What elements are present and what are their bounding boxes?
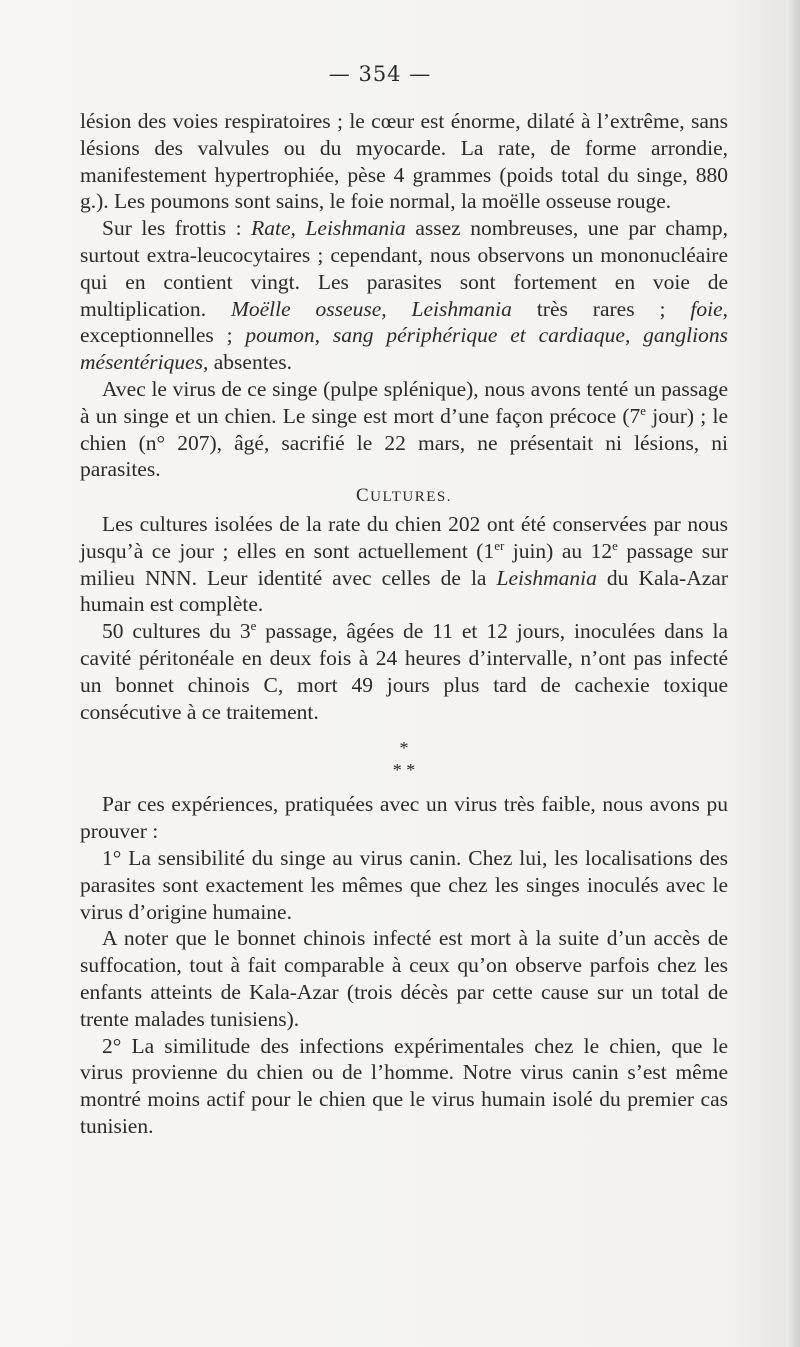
- text-run: exceptionnelles ;: [80, 323, 246, 348]
- paragraph-conclusions-intro: Par ces expériences, pratiquées avec un virus très faible, nous avons pu prouver :: [80, 792, 728, 844]
- superscript: e: [612, 538, 618, 553]
- text-run: passage sur milieu NNN. Leur identité avec celles de la: [80, 538, 728, 590]
- paragraph-passage: [80, 376, 728, 483]
- superscript: er: [494, 538, 505, 553]
- italic-run: foie,: [690, 296, 729, 321]
- superscript: e: [640, 403, 647, 418]
- superscript: e: [250, 618, 257, 633]
- paragraph-cultures: [80, 511, 728, 618]
- heading-smallcaps: ULTURES.: [370, 489, 453, 506]
- text-run: passage, âgées de 11 et 12 jours, inoculées dans la cavité péritonéale en deux fois à 24 heures d’intervalle, n’ont pas infecté un bonnet chinois C, mort 49 jours plus tard de cachexie toxique consécutive à ce traitement.: [80, 619, 728, 724]
- paragraph-note: A noter que le bonnet chinois infecté est mort à la suite d’un accès de suffocation, tout à fait comparable à ceux qu’on observe parfois chez les enfants atteints de Kala-Azar (trois décès par cette cause sur un total de trente malades tunisiens).: [80, 926, 728, 1031]
- text-run: 50 cultures du 3: [102, 619, 251, 644]
- paragraph-conclusion-1: 1° La sensibilité du singe au virus canin. Chez lui, les localisations des parasites sont exactement les mêmes que chez les singes inoculés avec le virus d’origine humaine.: [80, 845, 728, 924]
- asterisk-bottom: * *: [392, 760, 416, 781]
- asterisk-top: *: [399, 738, 409, 759]
- italic-run: Rate, Leishmania: [251, 216, 406, 241]
- text-run: jour) ; le chien (n° 207), âgé, sacrifié le 22 mars, ne présentait ni lésions, ni parasites.: [80, 403, 728, 482]
- italic-run: Moëlle osseuse, Leishmania: [230, 296, 512, 321]
- text-run: absentes.: [208, 350, 292, 375]
- italic-run: poumon, sang périphérique et cardiaque, ganglions mésentériques,: [80, 323, 728, 375]
- heading-initial: C: [355, 485, 371, 507]
- body-text: [80, 108, 728, 1140]
- paragraph-conclusion-2: 2° La similitude des infections expérimentales chez le chien, que le virus provienne du chien ou de l’homme. Notre virus canin s’est même montré moins actif pour le chien que le virus humain isolé du premier cas tunisien.: [80, 1033, 728, 1138]
- text-run: très rares ;: [511, 296, 691, 321]
- text-run: Les cultures isolées de la rate du chien 202 ont été conservées par nous jusqu’à ce jour ; elles en sont actuellement (1: [80, 511, 728, 563]
- text-run: du Kala-Azar humain est complète.: [80, 565, 728, 617]
- italic-run: Leishmania: [496, 565, 597, 590]
- text-run: Sur les frottis :: [102, 216, 252, 241]
- text-run: juin) au 12: [504, 538, 613, 563]
- paragraph-lesion: lésion des voies respiratoires ; le cœur est énorme, dilaté à l’extrême, sans lésions des valvules ou du myocarde. La rate, de forme arrondie, manifestement hypertrophiée, pèse 4 grammes (poids total du singe, 880 g.). Les poumons sont sains, le foie normal, la moëlle osseuse rouge.: [80, 109, 728, 214]
- section-divider-asterisks: [80, 737, 728, 781]
- paragraph-frottis: [80, 215, 728, 376]
- text-run: assez nombreuses, une par champ, surtout extra-leucocytaires ; cependant, nous observons un mononucléaire qui en contient vingt. Les parasites sont fortement en voie de multiplication.: [80, 216, 728, 321]
- text-run: Avec le virus de ce singe (pulpe splénique), nous avons tenté un passage à un singe et un chien. Le singe est mort d’une façon précoce (7: [80, 376, 728, 428]
- section-heading-cultures: [80, 483, 728, 511]
- page-number: — 354 —: [328, 62, 432, 86]
- page-edge: [786, 0, 800, 1347]
- paragraph-inoculation: [80, 618, 728, 725]
